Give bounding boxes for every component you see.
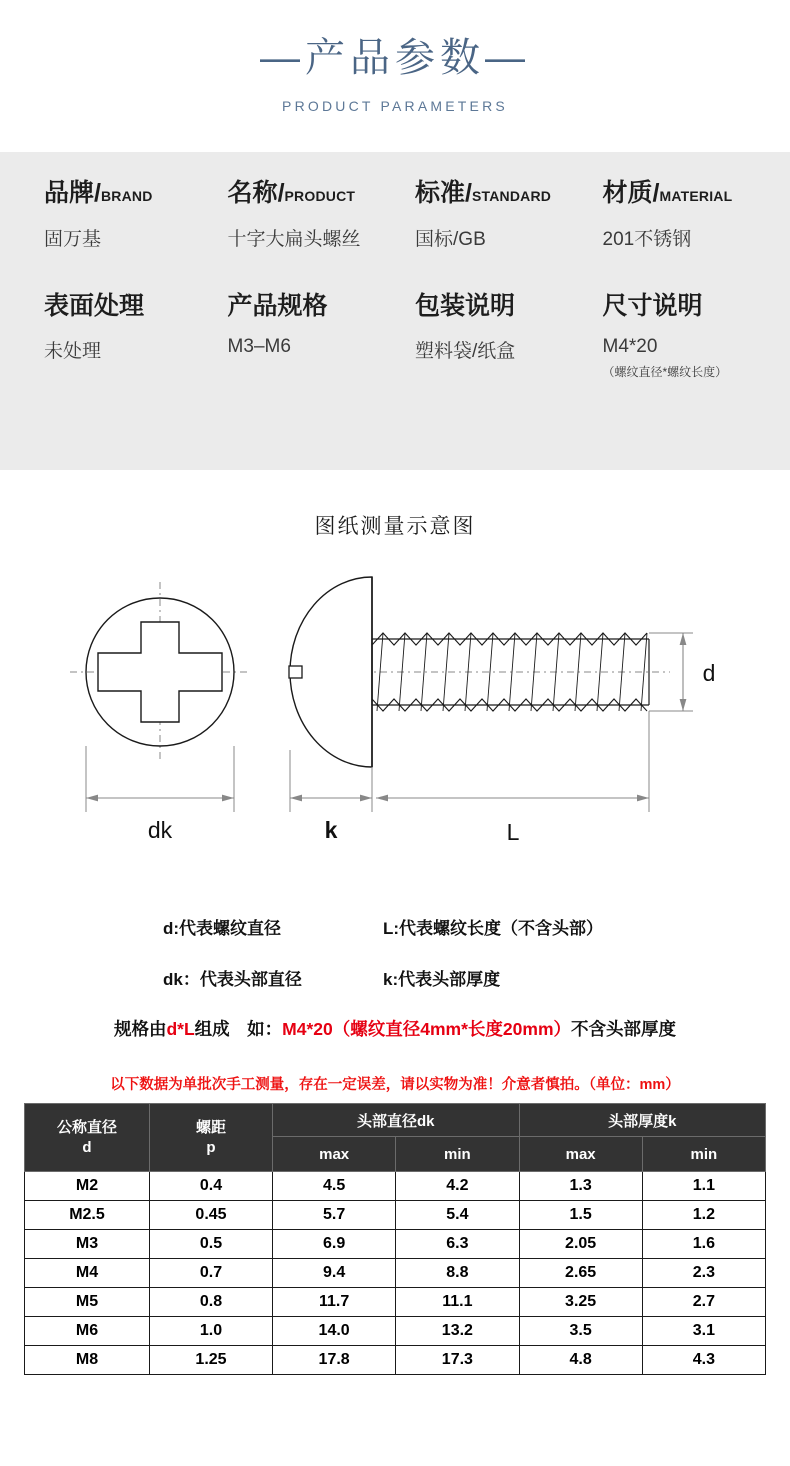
param-surface-treatment-value: 未处理 — [44, 341, 102, 362]
spec-part-5: 不含头部厚度 — [571, 1019, 677, 1039]
param-standard — [415, 180, 602, 251]
table-cell: 1.6 — [642, 1230, 765, 1259]
param-brand-label-en: BRAND — [100, 188, 153, 204]
header-nominal-diameter-cn: 公称直径 — [56, 1119, 117, 1137]
table-cell: 13.2 — [396, 1317, 519, 1346]
table-row — [25, 1172, 766, 1201]
parameter-panel — [0, 152, 790, 470]
table-head — [25, 1104, 766, 1172]
d-dimension-label: d — [702, 660, 716, 686]
table-cell: 0.4 — [150, 1172, 273, 1201]
legend-d: d:代表螺纹直径 — [163, 919, 282, 938]
head-recess-notch — [289, 666, 302, 678]
param-dimension-note-sub: （螺纹直径*螺纹长度） — [602, 365, 728, 379]
param-brand-value: 固万基 — [44, 228, 102, 250]
screw-dimension-table — [24, 1103, 766, 1375]
table-row — [25, 1317, 766, 1346]
table-header-row-1 — [25, 1104, 766, 1137]
table-cell: 9.4 — [273, 1259, 396, 1288]
spec-part-3: 组成 如： — [194, 1019, 283, 1039]
table-cell: 6.9 — [273, 1230, 396, 1259]
table-cell: 2.3 — [642, 1259, 765, 1288]
table-cell: 11.7 — [273, 1288, 396, 1317]
table-cell: 4.2 — [396, 1172, 519, 1201]
param-dimension-note — [603, 293, 790, 381]
param-standard-label: 标准/STANDARD — [415, 179, 552, 207]
screw-side-view — [289, 577, 715, 845]
table-cell: M3 — [25, 1230, 150, 1259]
legend-row-2 — [163, 965, 790, 990]
legend-k: k:代表头部厚度 — [383, 970, 501, 989]
measurement-warning: 以下数据为单批次手工测量，存在一定误差，请以实物为准！介意者慎拍。（单位：mm） — [110, 1077, 680, 1093]
header-dk-min: min — [396, 1137, 519, 1172]
table-cell: M6 — [25, 1317, 150, 1346]
k-arrow-left-icon — [290, 795, 302, 802]
table-cell: 1.25 — [150, 1346, 273, 1375]
k-arrow-right-icon — [360, 795, 372, 802]
table-cell: 1.2 — [642, 1201, 765, 1230]
param-brand-label-cn: 品牌 — [44, 179, 95, 207]
table-row — [25, 1346, 766, 1375]
table-row — [25, 1259, 766, 1288]
table-cell: 1.1 — [642, 1172, 765, 1201]
param-packaging-value: 塑料袋/纸盒 — [415, 341, 516, 362]
header-pitch-sym: p — [206, 1138, 216, 1156]
page-header — [0, 0, 790, 152]
d-arrow-bottom-icon — [680, 699, 687, 711]
param-standard-label-cn: 标准 — [415, 179, 466, 207]
table-cell: M8 — [25, 1346, 150, 1375]
param-packaging — [415, 293, 602, 381]
param-brand-label: 品牌/BRAND — [44, 179, 153, 207]
header-pitch — [150, 1104, 273, 1172]
param-size-range-value: M3–M6 — [227, 336, 291, 357]
table-cell: 2.05 — [519, 1230, 642, 1259]
spec-part-1: 规格由 — [113, 1019, 167, 1039]
param-packaging-label: 包装说明 — [415, 291, 516, 320]
param-material-label-cn: 材质 — [602, 179, 653, 207]
screw-technical-drawing — [45, 550, 745, 870]
table-cell: 5.7 — [273, 1201, 396, 1230]
legend-dk: dk：代表头部直径 — [163, 970, 302, 989]
page-subtitle: PRODUCT PARAMETERS — [282, 98, 508, 114]
header-nominal-diameter — [25, 1104, 150, 1172]
header-head-thickness: 头部厚度k — [519, 1104, 766, 1137]
table-cell: 0.45 — [150, 1201, 273, 1230]
table-cell: 1.5 — [519, 1201, 642, 1230]
table-cell: 1.0 — [150, 1317, 273, 1346]
param-product-label: 名称/PRODUCT — [227, 179, 356, 207]
head-top-view — [70, 582, 250, 843]
table-cell: 1.3 — [519, 1172, 642, 1201]
param-dimension-note-value: M4*20 — [602, 336, 658, 357]
L-arrow-right-icon — [637, 795, 649, 802]
param-material-label-en: MATERIAL — [659, 188, 733, 204]
table-cell: 2.65 — [519, 1259, 642, 1288]
param-standard-value: 国标/GB — [415, 228, 486, 250]
table-cell: 17.8 — [273, 1346, 396, 1375]
table-cell: 0.7 — [150, 1259, 273, 1288]
dk-arrow-left-icon — [86, 795, 98, 802]
param-material — [603, 180, 790, 251]
header-dk-max: max — [273, 1137, 396, 1172]
table-cell: 11.1 — [396, 1288, 519, 1317]
L-arrow-left-icon — [376, 795, 388, 802]
table-cell: M4 — [25, 1259, 150, 1288]
dimension-legend — [0, 914, 790, 990]
drawing-section — [0, 470, 790, 870]
table-cell: 5.4 — [396, 1201, 519, 1230]
table-cell: 0.8 — [150, 1288, 273, 1317]
table-cell: 14.0 — [273, 1317, 396, 1346]
table-cell: 4.3 — [642, 1346, 765, 1375]
table-body — [25, 1172, 766, 1375]
dk-arrow-right-icon — [222, 795, 234, 802]
param-product-label-en: PRODUCT — [284, 188, 356, 204]
param-material-value: 201不锈钢 — [602, 228, 692, 250]
param-size-range-label: 产品规格 — [227, 291, 328, 320]
header-pitch-cn: 螺距 — [195, 1119, 226, 1137]
page-title: —产品参数— — [260, 36, 530, 80]
drawing-canvas — [0, 550, 790, 870]
param-surface-treatment-label: 表面处理 — [44, 291, 145, 320]
phillips-cross-recess-icon — [98, 622, 222, 722]
table-cell: 6.3 — [396, 1230, 519, 1259]
legend-L: L:代表螺纹长度（不含头部） — [383, 919, 604, 938]
table-cell: 8.8 — [396, 1259, 519, 1288]
table-cell: M2.5 — [25, 1201, 150, 1230]
legend-row-1 — [163, 914, 790, 939]
table-cell: 2.7 — [642, 1288, 765, 1317]
L-dimension-label: L — [506, 819, 520, 845]
param-product — [228, 180, 415, 251]
header-head-diameter: 头部直径dk — [273, 1104, 520, 1137]
spec-part-4: M4*20（螺纹直径4mm*长度20mm） — [282, 1019, 572, 1039]
k-dimension-label: k — [324, 817, 338, 843]
param-product-value: 十字大扁头螺丝 — [227, 228, 361, 250]
dk-dimension-label: dk — [147, 817, 173, 843]
spec-format-note — [0, 1016, 790, 1041]
spec-part-2: d*L — [166, 1019, 195, 1039]
table-cell: 3.5 — [519, 1317, 642, 1346]
header-nominal-diameter-sym: d — [82, 1138, 92, 1156]
table-cell: 4.5 — [273, 1172, 396, 1201]
table-row — [25, 1230, 766, 1259]
table-row — [25, 1201, 766, 1230]
parameter-row-2 — [44, 293, 790, 381]
table-cell: M2 — [25, 1172, 150, 1201]
table-cell: 0.5 — [150, 1230, 273, 1259]
param-product-label-cn: 名称 — [227, 179, 278, 207]
param-surface-treatment — [44, 293, 228, 381]
table-cell: 3.1 — [642, 1317, 765, 1346]
table-cell: 17.3 — [396, 1346, 519, 1375]
table-cell: 4.8 — [519, 1346, 642, 1375]
param-brand — [44, 180, 228, 251]
param-dimension-note-label: 尺寸说明 — [602, 291, 703, 320]
table-row — [25, 1288, 766, 1317]
table-cell: M5 — [25, 1288, 150, 1317]
parameter-row-1 — [44, 180, 790, 251]
d-arrow-top-icon — [680, 633, 687, 645]
drawing-title: 图纸测量示意图 — [314, 515, 476, 538]
param-standard-label-en: STANDARD — [472, 188, 552, 204]
header-k-max: max — [519, 1137, 642, 1172]
spec-table-container — [0, 1103, 790, 1375]
table-cell: 3.25 — [519, 1288, 642, 1317]
param-size-range — [228, 293, 415, 381]
param-material-label: 材质/MATERIAL — [602, 179, 733, 207]
header-k-min: min — [642, 1137, 765, 1172]
